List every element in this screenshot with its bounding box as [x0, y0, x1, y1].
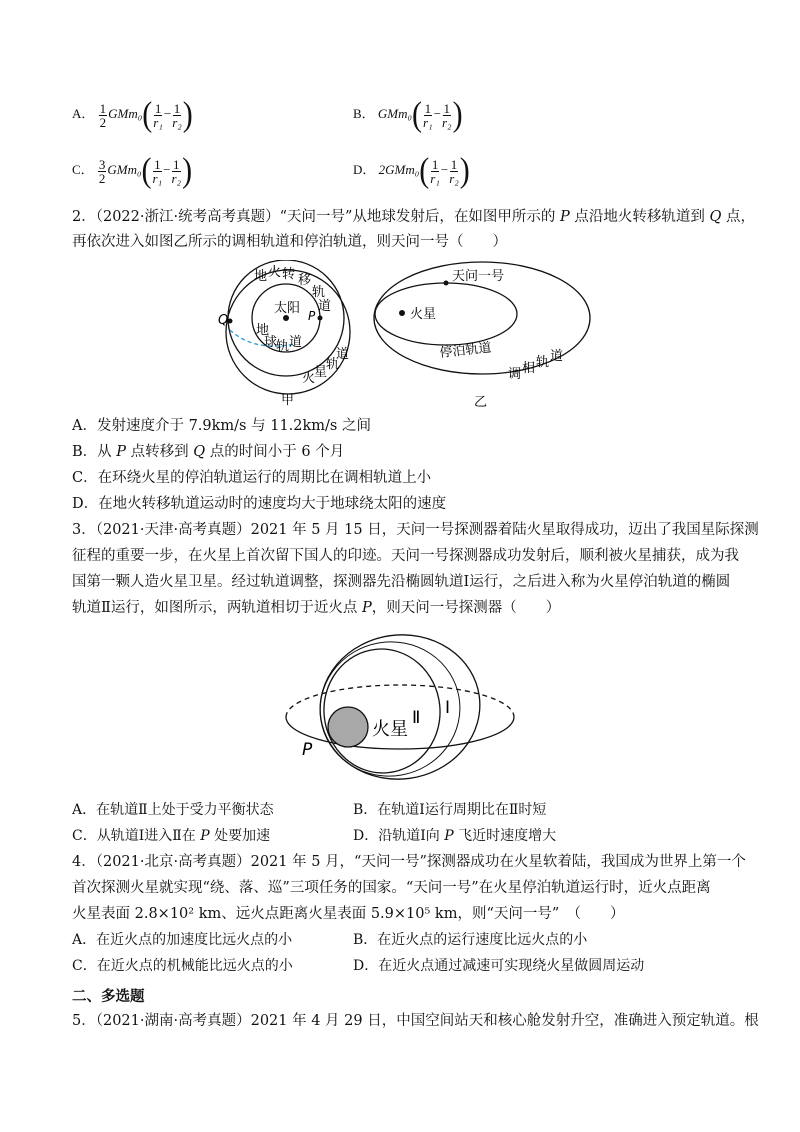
svg-text:相: 相 — [522, 361, 536, 376]
svg-text:轨: 轨 — [312, 285, 326, 300]
label-orbit-i: Ⅰ — [445, 698, 451, 718]
svg-text:地: 地 — [254, 269, 268, 284]
tianwen-dot — [444, 281, 449, 286]
caption-yi: 乙 — [474, 395, 488, 410]
q1-option-d[interactable]: D． 2GMm₀( $\frac{1}{\text{r₁}}$ − $\frac{1}{\text{r₂}}$ ) — [353, 151, 470, 190]
q1-option-b[interactable]: B． GMm₀( $\frac{1}{\text{r₁}}$ − $\frac{1}{\text{r₂}}$ ) — [353, 95, 463, 134]
q5-stem-line1: 5．（2021·湖南·高考真题）2021 年 4 月 29 日，中国空间站天和核心舱发射升空，准确进入预定轨道。根 — [72, 1013, 759, 1029]
svg-text:移: 移 — [298, 273, 312, 288]
q3-option-c[interactable]: C．从轨道Ⅰ进入Ⅱ在 P 处要加速 — [72, 828, 271, 844]
svg-text:道: 道 — [336, 347, 350, 362]
svg-text:道: 道 — [318, 299, 332, 314]
svg-text:道: 道 — [550, 349, 564, 364]
q-point-dot — [228, 319, 233, 324]
q3-stem-line4: 轨道Ⅱ运行，如图所示，两轨道相切于近火点 P，则天问一号探测器（ ） — [72, 600, 561, 616]
mars-dot — [399, 310, 405, 316]
q4-stem-line3: 火星表面 2.8×10² km、远火点距离火星表面 5.9×10⁵ km，则“天问一号” （ ） — [72, 906, 625, 922]
q2-option-a[interactable]: A．发射速度介于 7.9km/s 与 11.2km/s 之间 — [72, 418, 371, 434]
label-parking-orbit: 停泊轨道 — [438, 340, 493, 361]
caption-jia: 甲 — [281, 393, 295, 408]
svg-text:地: 地 — [256, 323, 270, 338]
label-mars: 火星 — [410, 307, 437, 322]
q2-option-b[interactable]: B．从 P 点转移到 Q 点的时间小于 6 个月 — [72, 444, 345, 460]
label-p: P — [308, 309, 316, 323]
q2-option-c[interactable]: C．在环绕火星的停泊轨道运行的周期比在调相轨道上小 — [72, 470, 432, 486]
svg-text:星: 星 — [314, 365, 328, 380]
svg-text:转: 转 — [282, 267, 296, 282]
q4-option-d[interactable]: D．在近火点通过减速可实现绕火星做圆周运动 — [353, 958, 645, 974]
label-tianwen: 天问一号 — [452, 269, 505, 284]
q2-figure-a — [214, 260, 364, 410]
svg-text:火: 火 — [302, 371, 316, 386]
label-p-3: P — [302, 740, 313, 760]
q3-figure — [282, 625, 522, 795]
q3-option-d[interactable]: D．沿轨道Ⅰ向 P 飞近时速度增大 — [353, 828, 557, 844]
q4-option-a[interactable]: A．在近火点的加速度比远火点的小 — [72, 932, 293, 948]
q3-stem-line2: 征程的重要一步，在火星上首次留下国人的印迹。天问一号探测器成功发射后，顺利被火星捕获，成为我 — [72, 548, 739, 564]
q4-option-b[interactable]: B．在近火点的运行速度比远火点的小 — [353, 932, 588, 948]
q2-figure-b — [370, 260, 600, 410]
q1-option-c[interactable]: C． $\frac{3}{2}$ GMm₀( $\frac{1}{\text{r₁}}$ − $\frac{1}{\text{r₂}}$ ) — [72, 151, 193, 190]
q3-stem-line1: 3．（2021·天津·高考真题）2021 年 5 月 15 日，天问一号探测器着陆火星取得成功，迈出了我国星际探测 — [72, 522, 759, 538]
svg-text:道: 道 — [289, 335, 303, 350]
q4-option-c[interactable]: C．在近火点的机械能比远火点的小 — [72, 958, 293, 974]
q3-stem-line3: 国第一颗人造火星卫星。经过轨道调整，探测器先沿椭圆轨道Ⅰ运行，之后进入称为火星停泊轨道的椭圆 — [72, 574, 731, 590]
q4-stem-line2: 首次探测火星就实现“绕、落、巡”三项任务的国家。“天问一号”在火星停泊轨道运行时，近火点距离 — [72, 880, 711, 896]
svg-text:调: 调 — [508, 367, 522, 382]
label-mars-3: 火星 — [372, 719, 408, 740]
q1-option-a[interactable]: A． $\frac{1}{2}$ GMm₀( $\frac{1}{\text{r₁}}$ − $\frac{1}{\text{r₂}}$ ) — [72, 95, 193, 134]
orbit-i-ellipse — [311, 625, 489, 789]
svg-text:轨: 轨 — [536, 355, 550, 370]
q2-stem-line2: 再依次进入如图乙所示的调相轨道和停泊轨道，则天问一号（ ） — [72, 234, 507, 250]
svg-text:火: 火 — [268, 265, 282, 280]
label-q: Q — [218, 313, 229, 328]
parking-orbit-ellipse — [375, 283, 517, 345]
q3-option-b[interactable]: B．在轨道Ⅰ运行周期比在Ⅱ时短 — [353, 802, 547, 818]
mars-sphere — [328, 707, 368, 747]
q2-stem-line1: 2．（2022·浙江·统考高考真题）“天问一号”从地球发射后，在如图甲所示的 P 点沿地火转移轨道到 Q 点， — [72, 209, 756, 225]
q2-option-d[interactable]: D．在地火转移轨道运动时的速度均大于地球绕太阳的速度 — [72, 496, 447, 512]
svg-text:轨: 轨 — [276, 339, 290, 354]
q4-stem-line1: 4．（2021·北京·高考真题）2021 年 5 月，“天问一号”探测器成功在火星软着陆，我国成为世界上第一个 — [72, 854, 746, 870]
section-heading-multi-choice: 二、多选题 — [72, 989, 145, 1005]
svg-text:轨: 轨 — [326, 357, 340, 372]
p-point-dot — [318, 316, 323, 321]
svg-text:球: 球 — [264, 335, 278, 350]
label-sun: 太阳 — [274, 301, 301, 316]
label-orbit-ii: Ⅱ — [412, 708, 421, 728]
q3-option-a[interactable]: A．在轨道Ⅱ上处于受力平衡状态 — [72, 802, 274, 818]
